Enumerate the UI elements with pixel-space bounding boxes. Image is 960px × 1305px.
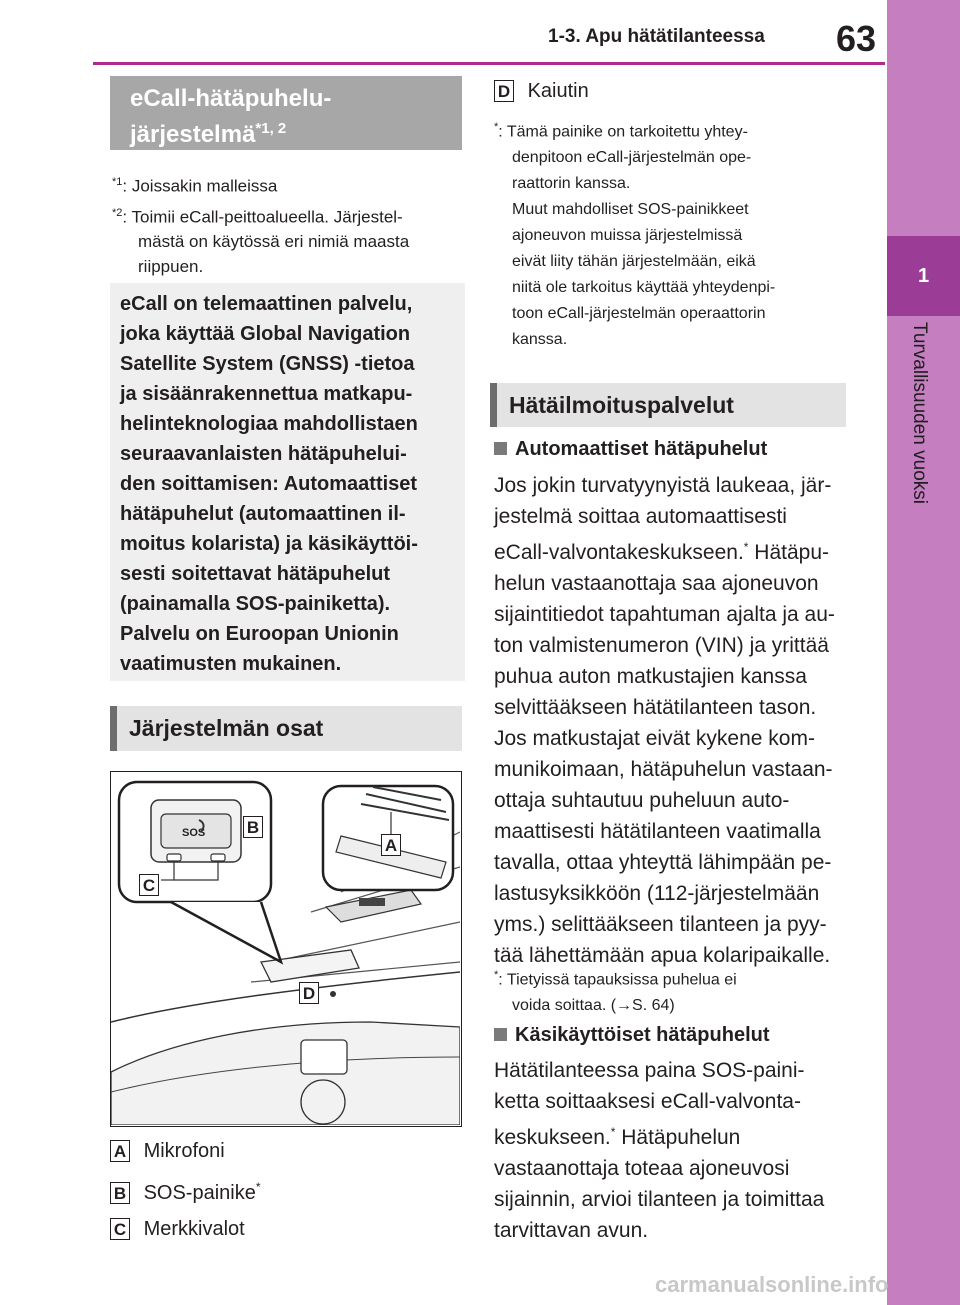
body-line-sup: * <box>610 1125 616 1139</box>
auto-calls-body <box>494 470 874 971</box>
info-line: Palvelu on Euroopan Unionin <box>120 623 399 645</box>
star-note-line: toon eCall-järjestelmän operaattorin <box>512 305 766 323</box>
info-line: ja sisäänrakennettua matkapu- <box>120 383 413 405</box>
star-note-mark: * <box>494 121 499 133</box>
section-header: 1-3. Apu hätätilanteessa <box>548 26 765 47</box>
note2-cont1: mästä on käytössä eri nimiä maasta <box>138 232 410 252</box>
auto-note-line1: : Tietyissä tapauksissa puhelua ei <box>498 971 737 989</box>
ecall-title-line1: eCall-hätäpuhelu- <box>130 85 332 112</box>
manual-calls-title: Käsikäyttöiset hätäpuhelut <box>515 1024 770 1046</box>
info-line: (painamalla SOS-painiketta). <box>120 593 391 615</box>
manual-calls-heading <box>494 1024 770 1047</box>
legend-d <box>494 80 589 103</box>
info-line: seuraavanlaisten hätäpuhelui- <box>120 443 407 465</box>
legend-d-text: Kaiutin <box>527 80 589 102</box>
section-heading-parts: Järjestelmän osat <box>110 706 462 751</box>
auto-calls-title: Automaattiset hätäpuhelut <box>515 438 768 460</box>
legend-a-text: Mikrofoni <box>143 1140 225 1162</box>
note2-cont2: riippuen. <box>138 257 204 277</box>
legend-c <box>110 1218 245 1241</box>
page-number: 63 <box>836 18 877 59</box>
star-note-line: denpitoon eCall-järjestelmän ope- <box>512 149 752 167</box>
body-line: ketta soittaaksesi eCall-valvonta- <box>494 1090 801 1113</box>
note2-mark: *2 <box>112 206 123 219</box>
watermark: carmanualsonline.info <box>655 1272 889 1297</box>
body-line-with-star <box>494 532 874 568</box>
system-parts-diagram <box>110 771 462 1127</box>
body-line: helun vastaanottaja saa ajoneuvon <box>494 572 819 595</box>
info-line: hätäpuhelut (automaattinen il- <box>120 503 406 525</box>
square-bullet-icon <box>494 1028 507 1041</box>
body-line: ton valmistenumeron (VIN) ja yrittää <box>494 634 829 657</box>
infotainment-screen <box>301 1040 347 1074</box>
body-line: munikoimaan, hätäpuhelun vastaan- <box>494 758 833 781</box>
body-line: tavalla, ottaa yhteyttä lähimpään pe- <box>494 851 832 874</box>
ecall-title-sup: *1, 2 <box>255 120 287 137</box>
info-line: den soittamisen: Automaattiset <box>120 473 418 495</box>
note2-text: : Toimii eCall-peittoalueella. Järjestel- <box>122 207 403 227</box>
legend-c-key: C <box>110 1218 130 1240</box>
chapter-title: Turvallisuuden vuoksi <box>909 322 930 504</box>
microphone-grille <box>359 898 385 906</box>
dashboard <box>111 1022 460 1125</box>
auto-calls-heading <box>494 438 767 461</box>
star-note-line: kanssa. <box>512 331 568 349</box>
legend-b-sup: * <box>255 1180 261 1194</box>
callout-b: B <box>243 816 263 838</box>
body-line: tää lähettämään apua kolaripaikalle. <box>494 944 831 967</box>
star-note-line: Muut mahdolliset SOS-painikkeet <box>512 201 749 219</box>
body-line-sup: * <box>743 540 749 554</box>
info-line: moitus kolarista) ja käsikäyttöi- <box>120 533 418 555</box>
header-rule <box>93 62 885 65</box>
star-note-line: ajoneuvon muissa järjestelmissä <box>512 227 743 245</box>
info-line: joka käyttää Global Navigation <box>120 323 411 345</box>
auto-calls-note <box>494 962 854 1019</box>
legend-b-text: SOS-painike <box>143 1181 256 1204</box>
ecall-title-box <box>110 76 462 150</box>
star-note-line: eivät liity tähän järjestelmään, eikä <box>512 253 756 271</box>
body-line: sijaintitiedot tapahtuman ajalta ja au- <box>494 603 835 626</box>
body-line: maattisesti hätätilanteen vaatimalla <box>494 820 821 843</box>
body-line: lastusyksikköön (112-järjestelmään <box>494 882 820 905</box>
star-note-line: : Tämä painike on tarkoitettu yhtey- <box>498 123 748 141</box>
indicator-light-left <box>167 854 181 861</box>
chapter-sidebar <box>887 0 960 1305</box>
body-line: Jos matkustajat eivät kykene kom- <box>494 727 815 750</box>
info-line: eCall on telemaattinen palvelu, <box>120 293 413 315</box>
square-bullet-icon <box>494 442 507 455</box>
chapter-tab[interactable]: 1 <box>887 236 960 316</box>
body-line: ottaja suhtautuu puheluun auto- <box>494 789 790 812</box>
indicator-light-right <box>211 854 225 861</box>
callout-d: D <box>299 982 319 1004</box>
ecall-title-line2: järjestelmä <box>130 121 256 148</box>
info-line: sesti soitettavat hätäpuhelut <box>120 563 391 585</box>
info-line: vaatimusten mukainen. <box>120 653 342 675</box>
body-line-post: Hätäpu- <box>748 541 830 564</box>
legend-b-key: B <box>110 1182 130 1204</box>
sos-label: SOS <box>182 827 206 839</box>
callout-a: A <box>381 834 401 856</box>
body-line-pre: keskukseen. <box>494 1126 611 1149</box>
body-line: Hätätilanteessa paina SOS-paini- <box>494 1059 805 1082</box>
body-line-pre: eCall-valvontakeskukseen. <box>494 541 744 564</box>
body-line: yms.) selittääkseen tilanteen ja pyy- <box>494 913 827 936</box>
note1-text: : Joissakin malleissa <box>122 176 278 196</box>
legend-b <box>110 1180 261 1205</box>
info-line: helinteknologiaa mahdollistaen <box>120 413 418 435</box>
body-line: jestelmä soittaa automaattisesti <box>494 505 787 528</box>
legend-c-text: Merkkivalot <box>143 1218 245 1240</box>
auto-note-line2[interactable]: voida soittaa. (→S. 64) <box>512 997 675 1015</box>
star-note-line: niitä ole tarkoitus käyttää yhteydenpi- <box>512 279 776 297</box>
legend-d-key: D <box>494 80 514 102</box>
star-note-line: raattorin kanssa. <box>512 175 631 193</box>
ecall-info-box <box>110 283 465 681</box>
info-line: Satellite System (GNSS) -tietoa <box>120 353 415 375</box>
body-line: vastaanottaja toteaa ajoneuvosi <box>494 1157 790 1180</box>
body-line-post: Hätäpuhelun <box>615 1126 741 1149</box>
section-heading-services: Hätäilmoituspalvelut <box>490 383 846 427</box>
manual-calls-body <box>494 1055 874 1246</box>
body-line-with-star <box>494 1117 874 1153</box>
legend-a <box>110 1140 225 1163</box>
body-line: tarvittavan avun. <box>494 1219 649 1242</box>
body-line: sijainnin, arvioi tilanteen ja toimittaa <box>494 1188 825 1211</box>
footnotes <box>112 170 462 279</box>
sos-button-note <box>494 114 854 353</box>
body-line: puhua auton matkustajien kanssa <box>494 665 807 688</box>
body-line: selvittääkseen hätätilanteen tason. <box>494 696 817 719</box>
legend-a-key: A <box>110 1140 130 1162</box>
diagram-illustration <box>111 772 460 1125</box>
auto-note-mark: * <box>494 969 499 981</box>
body-line: Jos jokin turvatyynyistä laukeaa, jär- <box>494 474 832 497</box>
speaker-point <box>330 991 336 997</box>
note1-mark: *1 <box>112 176 123 188</box>
callout-c: C <box>139 874 159 896</box>
